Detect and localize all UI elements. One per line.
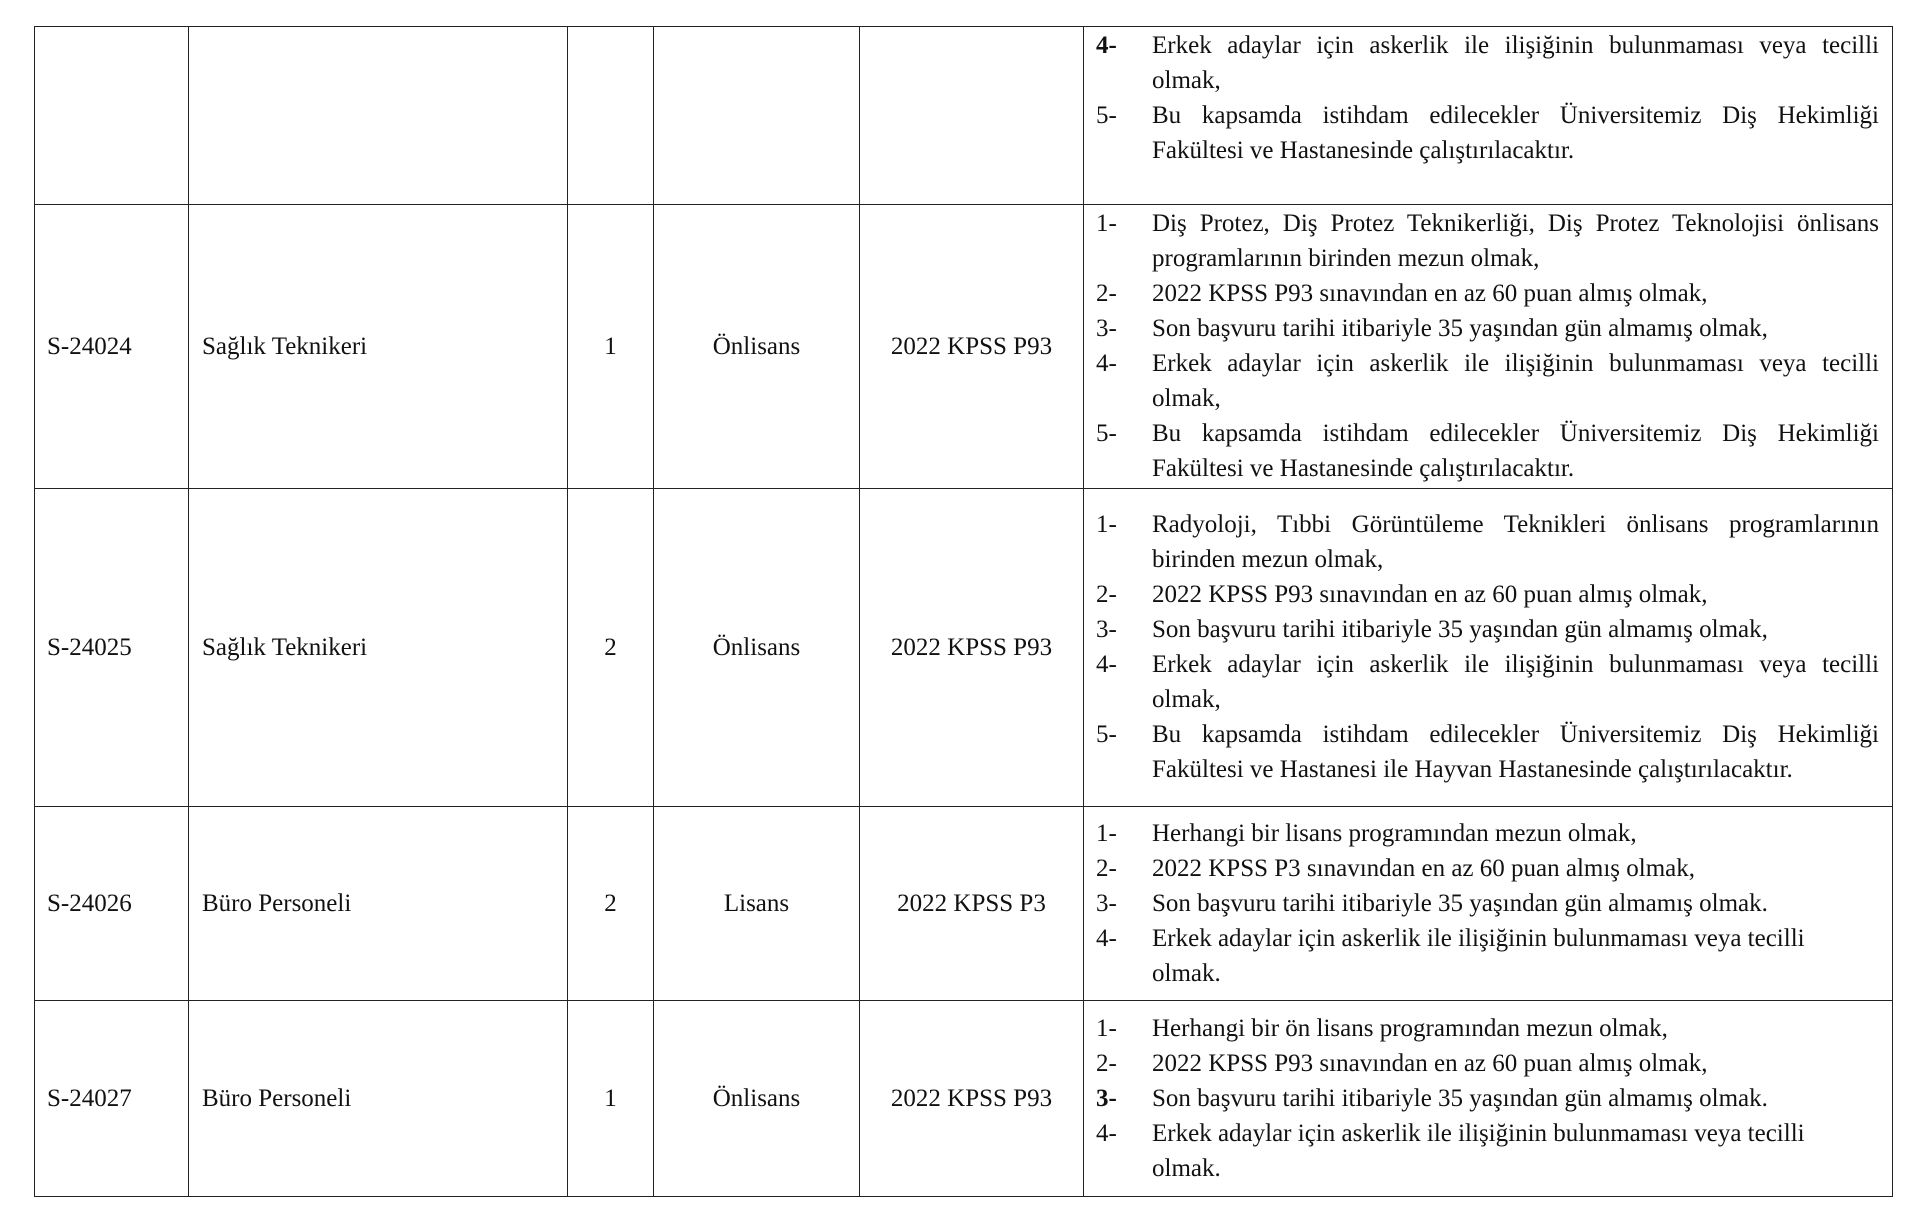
table-row — [35, 489, 1893, 807]
condition-text: Erkek adaylar için askerlik ile ilişiğinin bulunmaması veya tecilli olmak, — [1152, 350, 1879, 412]
condition-number: 2- — [1096, 581, 1117, 608]
education-level: Lisans — [654, 807, 860, 1001]
conditions-cell — [1084, 27, 1893, 205]
education-level: Önlisans — [654, 489, 860, 807]
condition-text: Herhangi bir ön lisans programından mezun olmak, — [1152, 1014, 1668, 1042]
conditions-list — [1096, 816, 1879, 991]
condition-text: Son başvuru tarihi itibariyle 35 yaşından gün almamış olmak, — [1152, 315, 1768, 342]
condition-text: Erkek adaylar için askerlik ile ilişiğinin bulunmaması veya tecilli olmak, — [1152, 651, 1879, 713]
condition-item — [1096, 1011, 1879, 1046]
condition-number: 3- — [1096, 616, 1117, 643]
table-row — [35, 205, 1893, 489]
condition-text: 2022 KPSS P93 sınavından en az 60 puan almış olmak, — [1152, 1049, 1708, 1077]
condition-item — [1096, 276, 1879, 311]
condition-item — [1096, 1081, 1879, 1116]
condition-number: 3- — [1096, 889, 1117, 917]
condition-text: 2022 KPSS P93 sınavından en az 60 puan almış olmak, — [1152, 581, 1708, 608]
exam-type: 2022 KPSS P93 — [860, 1001, 1084, 1197]
condition-text: Bu kapsamda istihdam edilecekler Üniversitemiz Diş Hekimliği Fakültesi ve Hastanesinde çalıştırılacaktır. — [1152, 420, 1879, 482]
table-row — [35, 27, 1893, 205]
condition-text: Erkek adaylar için askerlik ile ilişiğinin bulunmaması veya tecilli olmak, — [1152, 32, 1879, 94]
condition-text: Radyoloji, Tıbbi Görüntüleme Teknikleri önlisans programlarının birinden mezun olmak, — [1152, 511, 1879, 573]
condition-text: 2022 KPSS P93 sınavından en az 60 puan almış olmak, — [1152, 280, 1708, 307]
condition-text: Bu kapsamda istihdam edilecekler Üniversitemiz Diş Hekimliği Fakültesi ve Hastanesi ile Hayvan Hastanesinde çalıştırılacaktır. — [1152, 721, 1879, 783]
condition-number: 1- — [1096, 1014, 1117, 1042]
condition-number: 1- — [1096, 819, 1117, 847]
condition-text: Erkek adaylar için askerlik ile ilişiğinin bulunmaması veya tecilli olmak. — [1152, 924, 1805, 987]
table-row — [35, 1001, 1893, 1197]
condition-item — [1096, 206, 1879, 276]
condition-text: 2022 KPSS P3 sınavından en az 60 puan almış olmak, — [1152, 854, 1696, 882]
condition-item — [1096, 28, 1879, 98]
position-title: Büro Personeli — [189, 807, 568, 1001]
condition-number: 1- — [1096, 210, 1117, 237]
condition-number: 5- — [1096, 102, 1117, 129]
position-code: S-24025 — [35, 489, 189, 807]
position-title: Sağlık Teknikeri — [189, 489, 568, 807]
position-count: 2 — [568, 489, 654, 807]
condition-item — [1096, 577, 1879, 612]
condition-item — [1096, 346, 1879, 416]
education-level — [654, 27, 860, 205]
condition-number: 1- — [1096, 511, 1117, 538]
condition-item — [1096, 98, 1879, 168]
exam-type: 2022 KPSS P93 — [860, 205, 1084, 489]
condition-number: 2- — [1096, 280, 1117, 307]
position-count: 1 — [568, 205, 654, 489]
table-row — [35, 807, 1893, 1001]
condition-item — [1096, 612, 1879, 647]
position-count: 2 — [568, 807, 654, 1001]
job-listing-table — [34, 26, 1893, 1197]
condition-number: 5- — [1096, 721, 1117, 748]
condition-item — [1096, 1116, 1879, 1186]
condition-number: 3- — [1096, 1084, 1117, 1112]
condition-text: Son başvuru tarihi itibariyle 35 yaşından gün almamış olmak. — [1152, 889, 1768, 917]
conditions-list — [1096, 507, 1879, 787]
position-count: 1 — [568, 1001, 654, 1197]
conditions-cell — [1084, 807, 1893, 1001]
condition-item — [1096, 647, 1879, 717]
exam-type: 2022 KPSS P93 — [860, 489, 1084, 807]
condition-text: Herhangi bir lisans programından mezun olmak, — [1152, 819, 1637, 847]
condition-number: 3- — [1096, 315, 1117, 342]
condition-number: 4- — [1096, 1119, 1117, 1147]
conditions-list — [1096, 28, 1879, 168]
exam-type — [860, 27, 1084, 205]
position-code — [35, 27, 189, 205]
education-level: Önlisans — [654, 1001, 860, 1197]
condition-number: 5- — [1096, 420, 1117, 447]
condition-number: 4- — [1096, 651, 1117, 678]
condition-item — [1096, 507, 1879, 577]
condition-item — [1096, 717, 1879, 787]
condition-item — [1096, 816, 1879, 851]
condition-item — [1096, 416, 1879, 486]
exam-type: 2022 KPSS P3 — [860, 807, 1084, 1001]
position-code: S-24026 — [35, 807, 189, 1001]
condition-number: 4- — [1096, 924, 1117, 952]
condition-text: Bu kapsamda istihdam edilecekler Üniversitemiz Diş Hekimliği Fakültesi ve Hastanesinde çalıştırılacaktır. — [1152, 102, 1879, 164]
conditions-cell — [1084, 205, 1893, 489]
condition-text: Son başvuru tarihi itibariyle 35 yaşından gün almamış olmak, — [1152, 616, 1768, 643]
position-count — [568, 27, 654, 205]
position-title — [189, 27, 568, 205]
condition-text: Erkek adaylar için askerlik ile ilişiğinin bulunmaması veya tecilli olmak. — [1152, 1119, 1805, 1182]
condition-item — [1096, 886, 1879, 921]
conditions-cell — [1084, 1001, 1893, 1197]
condition-item — [1096, 311, 1879, 346]
condition-number: 4- — [1096, 350, 1117, 377]
condition-number: 2- — [1096, 1049, 1117, 1077]
condition-text: Diş Protez, Diş Protez Teknikerliği, Diş Protez Teknolojisi önlisans programlarının birinden mezun olmak, — [1152, 210, 1879, 272]
condition-item — [1096, 921, 1879, 991]
conditions-list — [1096, 1011, 1879, 1186]
conditions-cell — [1084, 489, 1893, 807]
position-title: Sağlık Teknikeri — [189, 205, 568, 489]
condition-number: 4- — [1096, 32, 1117, 59]
condition-text: Son başvuru tarihi itibariyle 35 yaşından gün almamış olmak. — [1152, 1084, 1768, 1112]
position-code: S-24027 — [35, 1001, 189, 1197]
condition-number: 2- — [1096, 854, 1117, 882]
position-title: Büro Personeli — [189, 1001, 568, 1197]
conditions-list — [1096, 206, 1879, 486]
condition-item — [1096, 851, 1879, 886]
position-code: S-24024 — [35, 205, 189, 489]
education-level: Önlisans — [654, 205, 860, 489]
condition-item — [1096, 1046, 1879, 1081]
